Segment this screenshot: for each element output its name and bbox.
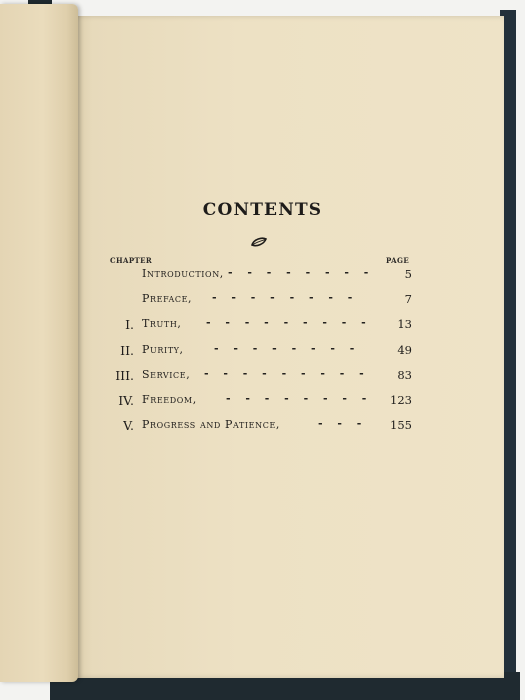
chapter-title: Introduction, bbox=[142, 267, 224, 280]
chapter-title: Progress and Patience, bbox=[142, 418, 280, 431]
page-title: CONTENTS bbox=[202, 200, 323, 220]
chapter-title: Freedom, bbox=[142, 393, 197, 406]
chapter-title: Service, bbox=[142, 368, 191, 381]
chapter-column-label: CHAPTER bbox=[110, 256, 153, 265]
page-number: 123 bbox=[390, 393, 412, 407]
chapter-numeral: I. bbox=[125, 317, 134, 332]
dot-leader: - - - - - - - - bbox=[212, 291, 353, 304]
dot-leader: - - - - - - - - bbox=[228, 266, 369, 279]
chapter-numeral: III. bbox=[115, 368, 134, 383]
leaf-ornament-icon bbox=[250, 237, 268, 247]
page-number: 5 bbox=[404, 267, 412, 281]
chapter-numeral: IV. bbox=[118, 393, 134, 408]
chapter-title: Purity, bbox=[142, 343, 184, 356]
chapter-title: Preface, bbox=[142, 292, 193, 305]
page-number: 49 bbox=[397, 343, 412, 357]
toc-entry[interactable] bbox=[0, 343, 525, 361]
toc-entry[interactable] bbox=[0, 393, 525, 411]
page-number: 7 bbox=[404, 292, 412, 306]
chapter-title: Truth, bbox=[142, 317, 182, 330]
toc-entry[interactable] bbox=[0, 418, 525, 436]
page-number: 155 bbox=[390, 418, 412, 432]
dot-leader: - - - - - - - - - bbox=[204, 367, 364, 380]
toc-entry[interactable] bbox=[0, 368, 525, 386]
dot-leader: - - - - - - - - bbox=[226, 392, 367, 405]
dot-leader: - - - bbox=[318, 417, 362, 430]
dot-leader: - - - - - - - - - bbox=[206, 316, 366, 329]
chapter-numeral: II. bbox=[120, 343, 134, 358]
toc-entry[interactable] bbox=[0, 317, 525, 335]
page-number: 13 bbox=[397, 317, 412, 331]
toc-entry[interactable] bbox=[0, 267, 525, 285]
page-number: 83 bbox=[397, 368, 412, 382]
dot-leader: - - - - - - - - bbox=[214, 342, 355, 355]
page-column-label: PAGE bbox=[386, 256, 410, 265]
chapter-numeral: V. bbox=[123, 418, 134, 433]
toc-entry[interactable] bbox=[0, 292, 525, 310]
